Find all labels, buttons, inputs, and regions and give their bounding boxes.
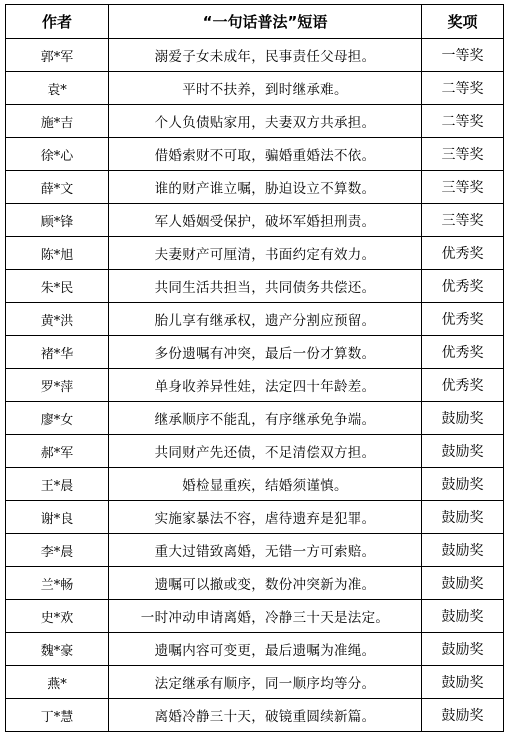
author-cell: 袁* [6, 72, 109, 105]
award-cell: 鼓励奖 [422, 600, 504, 633]
phrase-cell: 溺爱子女未成年，民事责任父母担。 [109, 39, 422, 72]
award-cell: 鼓励奖 [422, 666, 504, 699]
award-cell: 鼓励奖 [422, 534, 504, 567]
author-cell: 李*晨 [6, 534, 109, 567]
table-row [6, 237, 504, 270]
author-cell: 兰*畅 [6, 567, 109, 600]
table-row [6, 534, 504, 567]
phrase-cell: 借婚索财不可取，骗婚重婚法不依。 [109, 138, 422, 171]
author-cell: 史*欢 [6, 600, 109, 633]
award-cell: 一等奖 [422, 39, 504, 72]
author-cell: 丁*慧 [6, 699, 109, 732]
award-cell: 三等奖 [422, 171, 504, 204]
table-row [6, 72, 504, 105]
award-cell: 三等奖 [422, 204, 504, 237]
award-table-body [6, 39, 504, 732]
phrase-cell: 平时不扶养，到时继承难。 [109, 72, 422, 105]
award-cell: 优秀奖 [422, 270, 504, 303]
award-cell: 鼓励奖 [422, 468, 504, 501]
phrase-cell: 一时冲动申请离婚，冷静三十天是法定。 [109, 600, 422, 633]
phrase-cell: 个人负债贴家用，夫妻双方共承担。 [109, 105, 422, 138]
phrase-cell: 军人婚姻受保护，破坏军婚担刑责。 [109, 204, 422, 237]
author-cell: 黄*洪 [6, 303, 109, 336]
author-cell: 施*吉 [6, 105, 109, 138]
phrase-cell: 胎儿享有继承权，遗产分割应预留。 [109, 303, 422, 336]
award-cell: 鼓励奖 [422, 699, 504, 732]
table-row [6, 402, 504, 435]
phrase-cell: 法定继承有顺序，同一顺序均等分。 [109, 666, 422, 699]
award-cell: 二等奖 [422, 72, 504, 105]
header-phrase: “一句话普法”短语 [109, 5, 422, 39]
table-row [6, 369, 504, 402]
award-cell: 二等奖 [422, 105, 504, 138]
table-row [6, 270, 504, 303]
award-table-header [6, 5, 504, 39]
phrase-cell: 离婚冷静三十天，破镜重圆续新篇。 [109, 699, 422, 732]
header-award: 奖项 [422, 5, 504, 39]
phrase-cell: 遗嘱可以撤或变，数份冲突新为准。 [109, 567, 422, 600]
author-cell: 魏*豪 [6, 633, 109, 666]
author-cell: 燕* [6, 666, 109, 699]
award-cell: 鼓励奖 [422, 435, 504, 468]
phrase-cell: 婚检显重疾，结婚须谨慎。 [109, 468, 422, 501]
table-row [6, 567, 504, 600]
phrase-cell: 多份遗嘱有冲突，最后一份才算数。 [109, 336, 422, 369]
table-row [6, 138, 504, 171]
table-row [6, 501, 504, 534]
award-cell: 三等奖 [422, 138, 504, 171]
award-cell: 鼓励奖 [422, 402, 504, 435]
award-cell: 优秀奖 [422, 237, 504, 270]
award-table [5, 4, 504, 732]
author-cell: 薛*文 [6, 171, 109, 204]
phrase-cell: 重大过错致离婚，无错一方可索赔。 [109, 534, 422, 567]
award-cell: 优秀奖 [422, 303, 504, 336]
author-cell: 徐*心 [6, 138, 109, 171]
award-cell: 优秀奖 [422, 369, 504, 402]
award-cell: 鼓励奖 [422, 501, 504, 534]
author-cell: 谢*良 [6, 501, 109, 534]
phrase-cell: 夫妻财产可厘清，书面约定有效力。 [109, 237, 422, 270]
author-cell: 陈*旭 [6, 237, 109, 270]
award-cell: 鼓励奖 [422, 633, 504, 666]
table-row [6, 435, 504, 468]
table-row [6, 666, 504, 699]
table-row [6, 204, 504, 237]
table-row [6, 468, 504, 501]
author-cell: 王*晨 [6, 468, 109, 501]
table-row [6, 633, 504, 666]
phrase-cell: 单身收养异性娃，法定四十年龄差。 [109, 369, 422, 402]
table-row [6, 171, 504, 204]
author-cell: 褚*华 [6, 336, 109, 369]
table-row [6, 336, 504, 369]
phrase-cell: 谁的财产谁立嘱，胁迫设立不算数。 [109, 171, 422, 204]
author-cell: 郝*军 [6, 435, 109, 468]
phrase-cell: 实施家暴法不容，虐待遗弃是犯罪。 [109, 501, 422, 534]
table-row [6, 600, 504, 633]
author-cell: 罗*萍 [6, 369, 109, 402]
phrase-cell: 继承顺序不能乱，有序继承免争端。 [109, 402, 422, 435]
award-cell: 鼓励奖 [422, 567, 504, 600]
author-cell: 廖*女 [6, 402, 109, 435]
header-author: 作者 [6, 5, 109, 39]
table-row [6, 39, 504, 72]
author-cell: 顾*锋 [6, 204, 109, 237]
phrase-cell: 遗嘱内容可变更，最后遗嘱为准绳。 [109, 633, 422, 666]
author-cell: 朱*民 [6, 270, 109, 303]
header-row [6, 5, 504, 39]
table-row [6, 303, 504, 336]
phrase-cell: 共同生活共担当，共同债务共偿还。 [109, 270, 422, 303]
phrase-cell: 共同财产先还债，不足清偿双方担。 [109, 435, 422, 468]
table-row [6, 699, 504, 732]
award-cell: 优秀奖 [422, 336, 504, 369]
author-cell: 郭*军 [6, 39, 109, 72]
table-row [6, 105, 504, 138]
